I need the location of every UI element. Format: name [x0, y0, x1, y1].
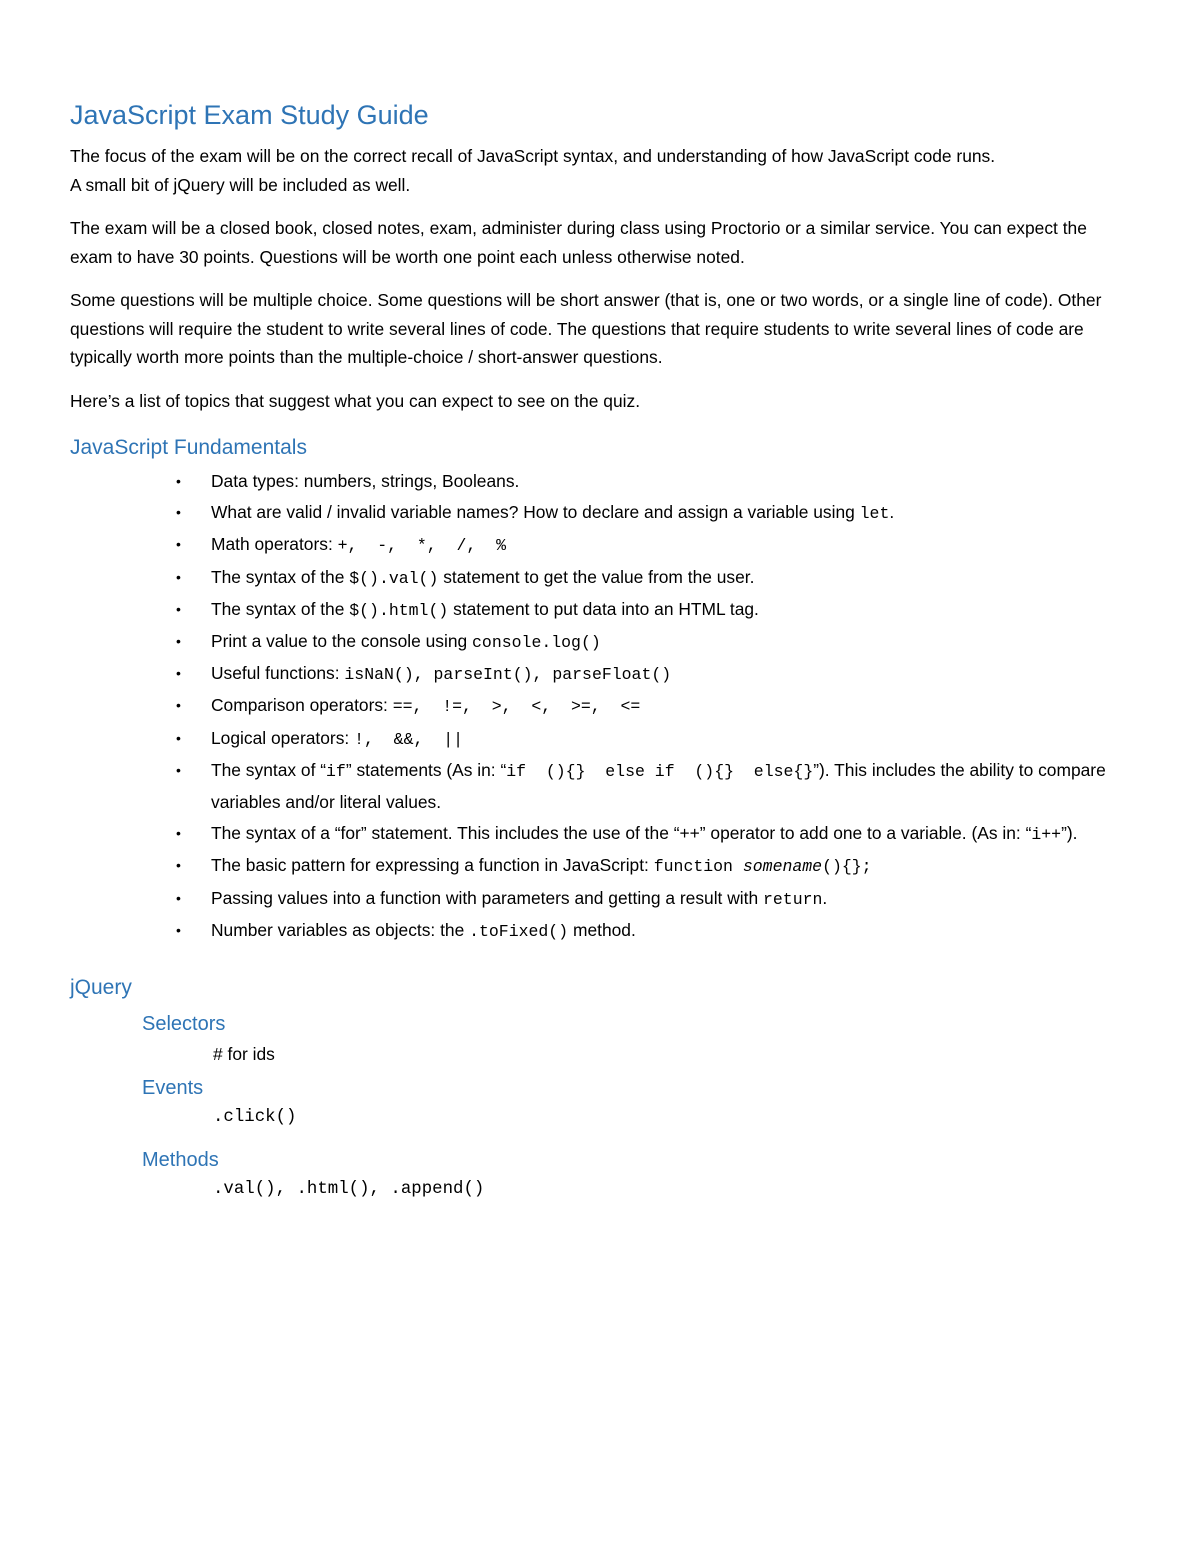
list-item [70, 562, 1132, 594]
list-item [70, 818, 1132, 850]
bullet-icon: • [176, 921, 181, 938]
bullet-icon: • [176, 633, 181, 650]
events-heading: Events [142, 1077, 204, 1100]
item-code: let [859, 504, 890, 524]
item-text: . [822, 887, 828, 908]
item-code: i++ [1031, 825, 1062, 845]
document-title: JavaScript Exam Study Guide [70, 100, 429, 130]
fundamentals-heading: JavaScript Fundamentals [70, 436, 307, 459]
item-text: . [889, 502, 895, 523]
list-item [70, 466, 1132, 497]
item-code: (){}; [822, 857, 872, 877]
item-text: ” statements (As in: “ [345, 759, 507, 780]
item-text: Math operators: [211, 534, 338, 555]
item-text: The syntax of a “for” statement. This includes the use of the “++” operator to add one to a variable. (As in: “ [211, 823, 1032, 844]
item-code: $().val() [349, 568, 439, 588]
item-code: ==, !=, >, <, >=, <= [392, 697, 641, 717]
methods-heading: Methods [142, 1149, 219, 1172]
bullet-icon: • [176, 504, 181, 521]
intro-line-1: The focus of the exam will be on the correct recall of JavaScript syntax, and understanding of how JavaScript code runs. [70, 146, 996, 166]
list-item [70, 850, 1132, 882]
exam-format-paragraph: The exam will be a closed book, closed notes, exam, administer during class using Proctorio or a similar service. You can expect the exam to have 30 points. Questions will be worth one point each unless otherwise noted. [70, 218, 1087, 267]
document-page [70, 96, 1132, 1209]
list-item [70, 658, 1132, 690]
bullet-icon: • [176, 536, 181, 553]
item-text: ”). [1061, 823, 1078, 844]
item-text: Print a value to the console using [211, 631, 473, 652]
item-code: .toFixed() [469, 921, 569, 941]
item-code: console.log() [472, 633, 601, 653]
methods-value: .val(), .html(), .append() [213, 1180, 485, 1200]
intro-paragraph [70, 142, 1132, 199]
item-text: Useful functions: [211, 663, 345, 684]
bullet-icon: • [176, 473, 181, 489]
list-item [70, 594, 1132, 626]
item-code: if [326, 761, 346, 781]
item-text: Passing values into a function with parameters and getting a result with [211, 887, 763, 908]
events-value: .click() [213, 1108, 297, 1128]
item-code: !, &&, || [354, 729, 463, 749]
item-text: The syntax of “ [211, 759, 327, 780]
bullet-icon: • [176, 825, 181, 842]
item-text: statement to get the value from the user. [438, 566, 755, 587]
bullet-icon: • [176, 889, 181, 906]
item-code: if (){} else if (){} else{} [506, 761, 814, 781]
item-text: The syntax of the [211, 598, 350, 619]
bullet-icon: • [176, 568, 181, 585]
bullet-icon: • [176, 600, 181, 617]
item-code: somename [742, 857, 823, 877]
bullet-icon: • [176, 761, 181, 778]
list-item [70, 690, 1132, 722]
item-text: Number variables as objects: the [211, 919, 470, 940]
item-text: Logical operators: [211, 727, 355, 748]
item-text: statement to put data into an HTML tag. [448, 598, 759, 619]
question-types-paragraph: Some questions will be multiple choice. Some questions will be short answer (that is, one or two words, or a single line of code). Other questions will require the student to write several lines of code. The questions that require students to write several lines of code are typically worth more points than the multiple-choice / short-answer questions. [70, 290, 1102, 367]
item-code: $().html() [349, 600, 449, 620]
selectors-value: # for ids [213, 1044, 275, 1065]
item-text: What are valid / invalid variable names? How to declare and assign a variable using [211, 502, 860, 523]
item-text: Comparison operators: [211, 695, 393, 716]
bullet-icon: • [176, 665, 181, 682]
list-item [70, 529, 1132, 561]
bullet-icon: • [176, 729, 181, 746]
topics-intro-paragraph: Here’s a list of topics that suggest what you can expect to see on the quiz. [70, 390, 641, 411]
item-code: return [762, 889, 823, 909]
list-item [70, 883, 1132, 915]
item-code: +, -, *, /, % [337, 536, 506, 556]
item-text: Data types: numbers, strings, Booleans. [211, 471, 520, 491]
list-item [70, 723, 1132, 755]
item-code: function [653, 857, 743, 877]
item-code: isNaN(), parseInt(), parseFloat() [344, 665, 672, 685]
list-item [70, 497, 1132, 529]
list-item [70, 915, 1132, 947]
jquery-heading: jQuery [70, 976, 132, 1000]
intro-line-2: A small bit of jQuery will be included as well. [70, 174, 411, 195]
list-item [70, 626, 1132, 658]
item-text: ”). This includes the ability to compare variables and/or literal values. [211, 759, 1106, 813]
item-text: The syntax of the [211, 566, 350, 587]
fundamentals-list [70, 466, 1132, 947]
bullet-icon: • [176, 857, 181, 874]
list-item [70, 755, 1132, 818]
item-text: method. [568, 919, 636, 940]
selectors-heading: Selectors [142, 1013, 226, 1036]
item-text: The basic pattern for expressing a function in JavaScript: [211, 855, 654, 876]
bullet-icon: • [176, 697, 181, 714]
